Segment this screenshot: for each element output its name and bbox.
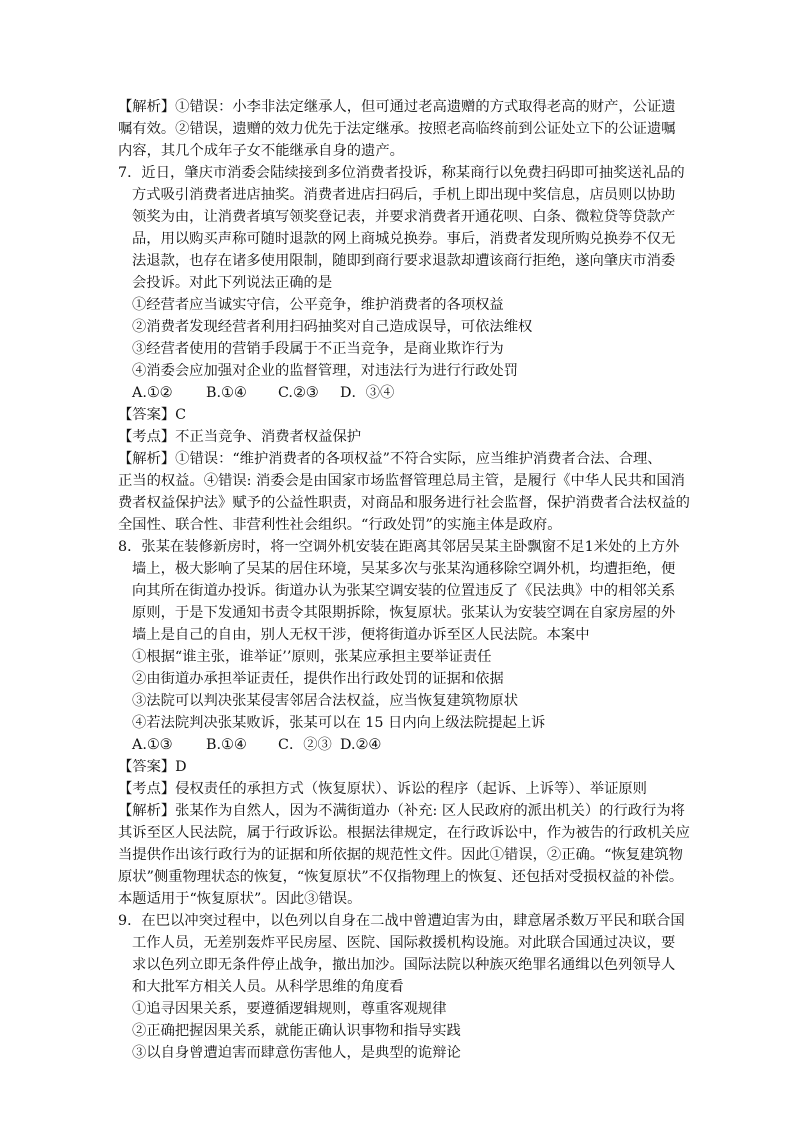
q9-stem-line: 9．在巴以冲突过程中，以色列以自身在二战中曾遭迫害为由，肆意屠杀数万平民和联合国 [118, 913, 685, 929]
q7-option: ④消委会应加强对企业的监督管理，对违法行为进行行政处罚 [132, 363, 519, 379]
q7-stem-line: 领奖为由，让消费者填写领奖登记表，并要求消费者开通花呗、白条、微粒贷等贷款产 [132, 209, 676, 225]
q6-analysis-line: 【解析】①错误：小李非法定继承人，但可通过老高遗赠的方式取得老高的财产，公证遗 [118, 99, 676, 115]
q9-stem-line: 和大批军方相关人员。从科学思维的角度看 [132, 979, 404, 995]
q7-choices [118, 382, 678, 404]
q8-option: ③法院可以判决张某侵害邻居合法权益，应当恢复建筑物原状 [132, 693, 519, 709]
q8-stem-line: 向其所在街道办投诉。街道办认为张某空调安装的位置违反了《民法典》中的相邻关系 [132, 583, 676, 599]
q9-stem-line: 求以色列立即无条件停止战争，撤出加沙。国际法院以种族灭绝罪名通缉以色列领导人 [132, 957, 676, 973]
q8-stem-line: 墙上，极大影响了吴某的居住环境，吴某多次与张某沟通移除空调外机，均遭拒绝，便 [132, 561, 676, 577]
q8-analysis-line: 本题适用于“恢复原状”。因此③错误。 [118, 891, 362, 907]
q8-choices [118, 734, 678, 756]
q7-choice-c: C.②③ [278, 385, 319, 401]
q7-choice-a: A.①② [132, 385, 173, 401]
q9-option: ②正确把握因果关系，就能正确认识事物和指导实践 [132, 1023, 461, 1039]
q8-option: ②由街道办承担举证责任，提供作出行政处罚的证据和依据 [132, 671, 504, 687]
q8-choice-c: C．②③ [278, 737, 332, 753]
q7-analysis-line: 正当的权益。④错误: 消委会是由国家市场监督管理总局主管，是履行《中华人民共和国消 [118, 473, 685, 489]
q7-choice-d: D．③④ [340, 385, 395, 401]
q8-choice-b: B.①④ [206, 737, 247, 753]
q9-option: ③以自身曾遭迫害而肆意伤害他人，是典型的诡辩论 [132, 1045, 461, 1061]
exam-page [118, 96, 690, 1064]
q8-choice-a: A.①③ [132, 737, 173, 753]
q7-answer: 【答案】C [118, 407, 187, 423]
q7-analysis-line: 全国性、联合性、非营利性社会组织。“行政处罚”的实施主体是政府。 [118, 517, 562, 533]
q7-option: ①经营者应当诚实守信，公平竞争，维护消费者的各项权益 [132, 297, 504, 313]
q6-analysis-line: 内容，其几个成年子女不能继承自身的遗产。 [118, 143, 404, 159]
q8-choice-d: D.②④ [340, 737, 382, 753]
q8-answer: 【答案】D [118, 759, 187, 775]
q7-stem-line: 法退款，也存在诸多使用限制，随即到商行要求退款却遭该商行拒绝，遂向肇庆市消委 [132, 253, 676, 269]
q7-stem-line: 方式吸引消费者进店抽奖。消费者进店扫码后，手机上即出现中奖信息，店员则以协助 [132, 187, 676, 203]
q8-analysis-line: 当提供作出该行政行为的证据和所依据的规范性文件。因此①错误，②正确。“恢复建筑物 [118, 847, 683, 863]
q7-choice-b: B.①④ [206, 385, 247, 401]
q8-point: 【考点】侵权责任的承担方式（恢复原状）、诉讼的程序（起诉、上诉等）、举证原则 [118, 781, 647, 797]
q7-stem-line: 会投诉。对此下列说法正确的是 [132, 275, 333, 291]
q8-stem-line: 墙上是自己的自由，别人无权干涉，便将街道办诉至区人民法院。本案中 [132, 627, 590, 643]
q9-option: ①追寻因果关系，要遵循逻辑规则，尊重客观规律 [132, 1001, 447, 1017]
q8-stem-line: 原则，于是下发通知书责令其限期拆除，恢复原状。张某认为安装空调在自家房屋的外 [132, 605, 676, 621]
q8-option: ④若法院判决张某败诉，张某可以在 15 日内向上级法院提起上诉 [132, 715, 546, 731]
q8-analysis-line: 【解析】张某作为自然人，因为不满街道办（补充: 区人民政府的派出机关）的行政行为将 [118, 803, 685, 819]
q7-analysis-line: 费者权益保护法》赋予的公益性职责，对商品和服务进行社会监督，保护消费者合法权益的 [118, 495, 690, 511]
q8-analysis-line: 其诉至区人民法院，属于行政诉讼。根据法律规定，在行政诉讼中，作为被告的行政机关应 [118, 825, 690, 841]
q7-option: ②消费者发现经营者利用扫码抽奖对自己造成误导，可依法维权 [132, 319, 533, 335]
q7-stem-line: 7．近日，肇庆市消委会陆续接到多位消费者投诉，称某商行以免费扫码即可抽奖送礼品的 [118, 165, 685, 181]
q7-stem-line: 品，用以购买声称可随时退款的网上商城兑换券。事后，消费者发现所购兑换券不仅无 [132, 231, 676, 247]
q8-stem-line: 8．张某在装修新房时，将一空调外机安装在距离其邻居吴某主卧飘窗不足1米处的上方外 [118, 539, 680, 555]
q7-point: 【考点】不正当竞争、消费者权益保护 [118, 429, 362, 445]
q8-option: ①根据“谁主张，谁举证’’原则，张某应承担主要举证责任 [132, 649, 492, 665]
q7-option: ③经营者使用的营销手段属于不正当竞争，是商业欺诈行为 [132, 341, 504, 357]
q8-analysis-line: 原状”侧重物理状态的恢复，“恢复原状”不仅指物理上的恢复、还包括对受损权益的补偿。 [118, 869, 684, 885]
q7-analysis-line: 【解析】①错误：“维护消费者的各项权益”不符合实际，应当维护消费者合法、合理、 [118, 451, 662, 467]
q9-stem-line: 工作人员，无差别轰炸平民房屋、医院、国际救援机构设施。对此联合国通过决议，要 [132, 935, 676, 951]
q6-analysis-line: 嘱有效。②错误，遗赠的效力优先于法定继承。按照老高临终前到公证处立下的公证遗嘱 [118, 121, 676, 137]
